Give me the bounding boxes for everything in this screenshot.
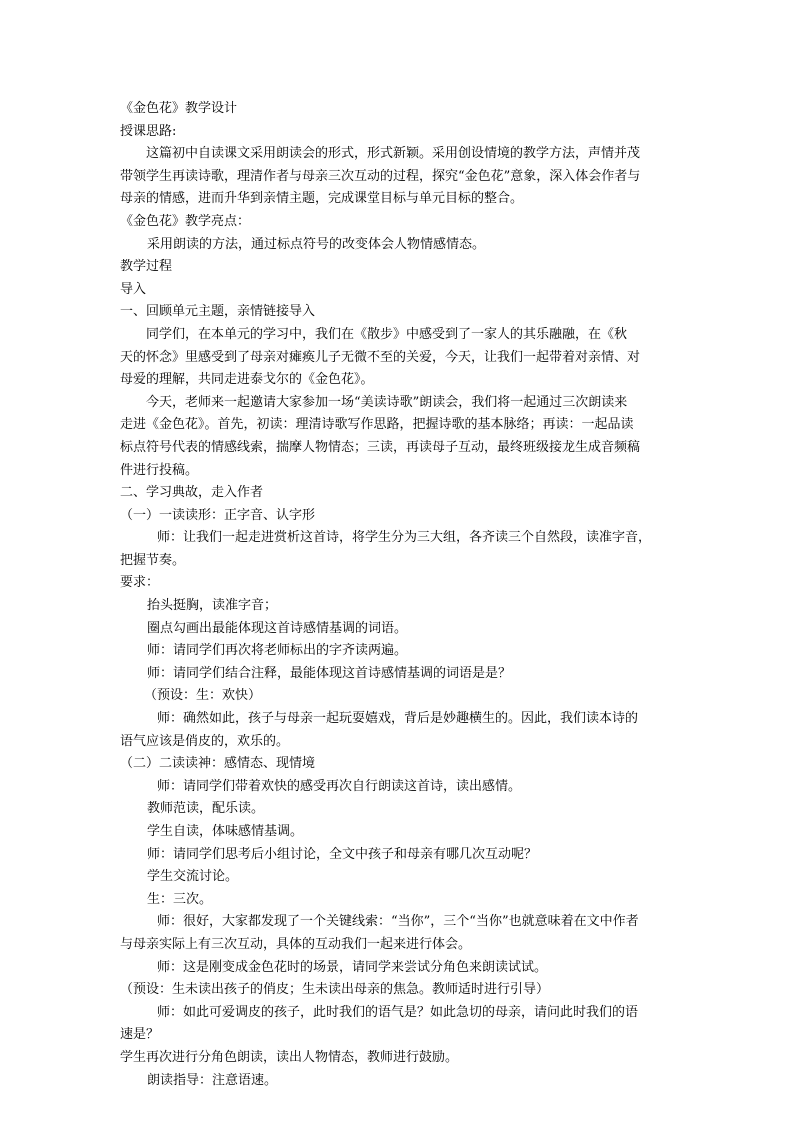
text-line: （二）二读读神：感情态、现情境 [120,756,316,772]
text-line: 师：请同学们再次将老师标出的字齐读两遍。 [147,643,408,659]
text-line: 学生交流讨论。 [147,869,239,885]
text-line: 标点符号代表的情感线索，揣摩人物情态；三读，再读母子互动，最终班级接龙生成音频稿 [120,439,641,455]
text-line: 语气应该是俏皮的，欢乐的。 [120,733,290,749]
text-line: 师：这是刚变成金色花时的场景，请同学来尝试分角色来朗读试试。 [157,959,548,975]
text-line: 同学们，在本单元的学习中，我们在《散步》中感受到了一家人的其乐融融，在《秋 [146,326,628,342]
text-line: （预设：生未读出孩子的俏皮；生未读出母亲的焦急。教师适时进行引导） [120,982,550,998]
text-line: 朗读指导：注意语速。 [147,1072,278,1088]
text-line: 抬头挺胸，读准字音； [147,598,278,614]
text-line: 师：请同学们结合注释，最能体现这首诗感情基调的词语是是？ [147,665,512,681]
text-line: 把握节奏。 [120,552,186,568]
text-line: （预设：生：欢快） [144,688,262,704]
text-line: 教师范读，配乐读。 [147,801,265,817]
text-line: 今天，老师来一起邀请大家参加一场“美读诗歌”朗读会，我们将一起通过三次朗读来 [146,394,628,410]
text-line: 天的怀念》里感受到了母亲对瘫痪儿子无微不至的关爱，今天，让我们一起带着对亲情、对 [120,349,641,365]
text-line: 师：让我们一起走进赏析这首诗，将学生分为三大组，各齐读三个自然段，读准字音， [157,530,652,546]
text-line: 师：请同学们带着欢快的感受再次自行朗读这首诗，读出感情。 [157,778,522,794]
text-line: 速是？ [120,1027,160,1043]
text-line: 《金色花》教学亮点： [120,213,251,229]
document-title: 《金色花》教学设计 [120,101,238,116]
text-line: 走进《金色花》。首先，初读：理清诗歌写作思路，把握诗歌的基本脉络；再读：一起品读 [120,417,634,433]
text-line: 一、回顾单元主题，亲情链接导入 [120,304,316,320]
text-line: 母爱的理解，共同走进泰戈尔的《金色花》。 [120,372,374,388]
text-line: 学生再次进行分角色朗读，读出人物情态，教师进行鼓励。 [120,1049,459,1065]
text-line: 生：三次。 [147,891,213,907]
text-line: 圈点勾画出最能体现这首诗感情基调的词语。 [147,620,408,636]
text-line: 这篇初中自读课文采用朗读会的形式，形式新颖。采用创设情境的教学方法，声情并茂 [146,146,641,162]
text-line: 授课思路: [120,123,177,139]
text-line: 师：很好，大家都发现了一个关键线索：“当你”，三个“当你”也就意味着在文中作者 [157,914,639,930]
text-line: 师：确然如此，孩子与母亲一起玩耍嬉戏，背后是妙趣横生的。因此，我们读本诗的 [157,711,639,727]
text-line: 学生自读，体味感情基调。 [147,824,304,839]
text-line: 带领学生再读诗歌，理清作者与母亲三次互动的过程，探究“金色花”意象，深入体会作者与 [120,168,641,184]
text-line: 师：请同学们思考后小组讨论，全文中孩子和母亲有哪几次互动呢？ [147,846,538,862]
text-line: 师：如此可爱调皮的孩子，此时我们的语气是？如此急切的母亲，请问此时我们的语 [157,1004,639,1020]
text-line: 二、学习典故，走入作者 [120,485,264,501]
text-line: 教学过程 [120,259,173,275]
text-line: 要求： [120,575,160,591]
text-line: 采用朗读的方法，通过标点符号的改变体会人物情感情态。 [147,236,486,252]
text-line: （一）一读读形：正字音、认字形 [120,507,316,523]
text-line: 导入 [120,281,147,297]
document-body [120,98,676,1092]
text-line: 母亲的情感，进而升华到亲情主题，完成课堂目标与单元目标的整合。 [120,191,524,207]
text-line: 与母亲实际上有三次互动，具体的互动我们一起来进行体会。 [120,936,472,952]
document-lines [120,121,676,1093]
text-line: 件进行投稿。 [120,462,199,478]
